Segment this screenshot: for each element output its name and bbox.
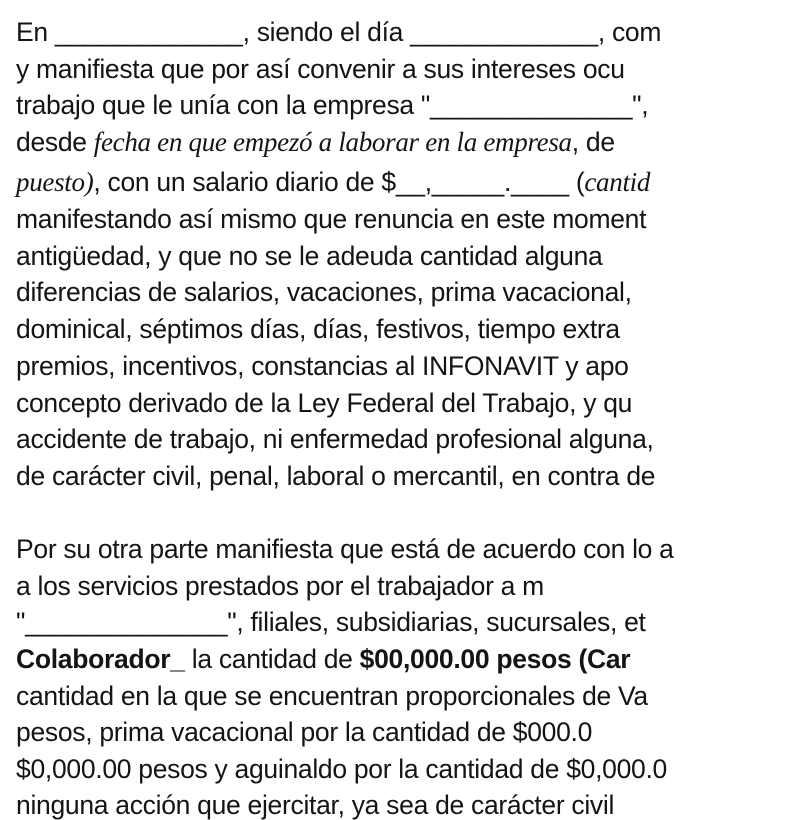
p2-line-1: Por su otra parte manifiesta que está de acuerdo con lo a (16, 534, 674, 564)
p2-line-5: cantidad en la que se encuentran proporcionales de Va (16, 681, 648, 711)
p1-line-4 (16, 127, 615, 157)
p2-line-4 (16, 644, 630, 674)
p1-line-4-italic: fecha en que empezó a laborar en la empresa (93, 127, 572, 157)
p1-line-12: accidente de trabajo, ni enfermedad profesional alguna, (16, 424, 654, 454)
p1-line-1: En _____________, siendo el día _____________, com (16, 17, 662, 47)
p2-line-8: ninguna acción que ejercitar, ya sea de carácter civil (16, 790, 615, 820)
p1-line-4-text-a: desde (16, 127, 94, 157)
p1-line-2: y manifiesta que por así convenir a sus intereses ocu (16, 54, 625, 84)
p1-line-5-italic-a: puesto) (16, 167, 94, 197)
p2-line-4-bold-a: Colaborador_ (16, 644, 185, 674)
p1-line-7: antigüedad, y que no se le adeuda cantidad alguna (16, 241, 603, 271)
p1-line-6: manifestando así mismo que renuncia en este moment (16, 204, 647, 234)
p1-line-5-text-b: , con un salario diario de $__,_____.____ ( (93, 167, 585, 197)
p1-line-8: diferencias de salarios, vacaciones, prima vacacional, (16, 277, 632, 307)
p1-line-5-italic-c: cantid (584, 167, 651, 197)
p1-line-13: de carácter civil, penal, laboral o mercantil, en contra de (16, 461, 656, 491)
p2-line-6: pesos, prima vacacional por la cantidad de $000.0 (16, 717, 593, 747)
p1-line-9: dominical, séptimos días, días, festivos, tiempo extra (16, 314, 620, 344)
p1-line-4-text-c: , de (571, 127, 615, 157)
p2-line-7: $0,000.00 pesos y aguinaldo por la cantidad de $0,000.0 (16, 754, 667, 784)
p1-line-3: trabajo que le unía con la empresa "______________", (16, 90, 649, 120)
p2-line-2: a los servicios prestados por el trabajador a m (16, 571, 544, 601)
p2-line-3: "______________", filiales, subsidiarias, sucursales, et (16, 607, 646, 637)
p1-line-11: concepto derivado de la Ley Federal del Trabajo, y qu (16, 388, 633, 418)
p1-line-5 (16, 167, 650, 197)
p1-line-10: premios, incentivos, constancias al INFONAVIT y apo (16, 351, 629, 381)
p2-line-4-text-b: la cantidad de (184, 644, 360, 674)
p2-line-4-bold-c: $00,000.00 pesos (Car (359, 644, 631, 674)
